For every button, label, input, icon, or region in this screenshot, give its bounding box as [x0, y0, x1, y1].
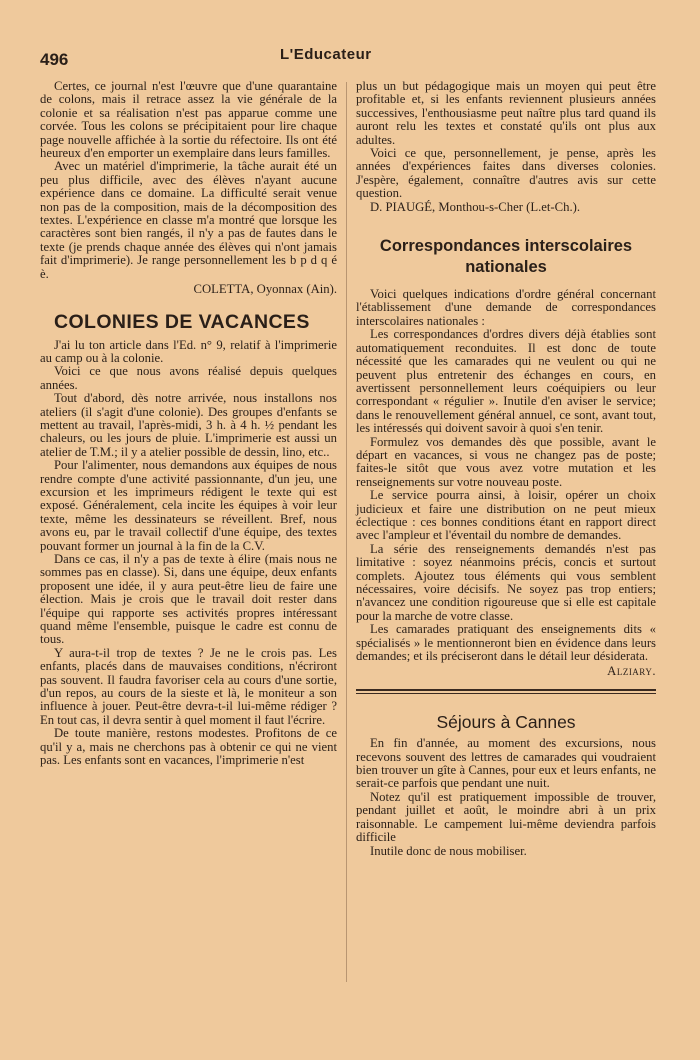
intro-signature: COLETTA, Oyonnax (Ain). [193, 282, 337, 297]
section-title-colonies: COLONIES DE VACANCES [54, 310, 310, 333]
column-divider [346, 82, 347, 982]
article-paragraph: Y aura-t-il trop de textes ? Je ne le crois pas. Les enfants, placés dans de mauvaises conditions, n'écriront pas souvent. Il faudra favoriser cela au cours d'une sortie, d'un repos, au cours de la sieste et là, le moniteur a son influence à jouer. Peut-être devra-t-il lui-même rédiger ? En tout cas, il devra sentir à quel moment il faut l'écrire. [40, 645, 337, 727]
journal-title: L'Educateur [280, 46, 372, 63]
section-rule [356, 689, 656, 694]
correspondance-paragraph: Les camarades pratiquant des enseignements dits « spécialisés » le mentionneront bien en évidence dans leurs demandes; et ils préciseront dans le détail leur désiderata. [356, 622, 656, 664]
intro-paragraph: Certes, ce journal n'est l'œuvre que d'une quarantaine de colons, mais il retrace assez la vie générale de la colonie et sa réalisation n'est pas apparue comme une corvée. Tous les colons se précipitaient pour lire chaque page nouvelle affichée à la sortie du réfectoire. Ils ont été heureux d'en emporter un exemplaire dans leurs familles. [40, 79, 337, 161]
closing-paragraph: Voici ce que, personnellement, je pense, après les années d'expériences faites dans diverses colonies. J'espère, également, connaître d'autres avis sur cette question. [356, 146, 656, 201]
article-paragraph: Dans ce cas, il n'y a pas de texte à élire (mais nous ne sommes pas en classe). Si, dans une équipe, deux enfants proposent une idée, il y aura peut-être lieu de faire une élection. Mais je crois que le travail doit rester dans l'équipe qui rapporte ses activités propres intéressant quand même l'ensemble, puisque le cadre est connu de tous. [40, 552, 337, 647]
continuation-paragraph: plus un but pédagogique mais un moyen qui peut être profitable et, si les enfants reviennent plusieurs années successives, l'enthousiasme peut naître plus tard quand ils auront relu les textes et constaté qu'ils ont plus aux adultes. [356, 79, 656, 147]
article-signature: D. PIAUGÉ, Monthou-s-Cher (L.et-Ch.). [370, 199, 581, 214]
correspondance-signature: Alziary. [607, 664, 656, 679]
cannes-paragraph: En fin d'année, au moment des excursions, nous recevons souvent des lettres de camarades qui voudraient bien trouver un gîte à Cannes, pour eux et leurs enfants, ne serait-ce parfois que pendant une nuit. [356, 736, 656, 791]
cannes-paragraph: Notez qu'il est pratiquement impossible de trouver, pendant juillet et août, le moindre abri à un prix raisonnable. Le campement lui-même deviendra parfois difficile [356, 789, 656, 845]
right-column [356, 80, 656, 858]
section-title-correspondances: Correspondances interscolaires nationales [379, 237, 633, 277]
article-paragraph: De toute manière, restons modestes. Profitons de ce qu'il y a, mais ne cherchons pas à obtenir ce qui ne vient pas. Les enfants sont en vacances, l'imprimerie n'est [40, 726, 337, 768]
cannes-paragraph: Inutile donc de nous mobiliser. [370, 843, 527, 858]
correspondance-paragraph: Formulez vos demandes dès que possible, avant le départ en vacances, si vous ne changez pas de poste; faites-le sitôt que vous avez votre mutation et les renseignements sur votre nouveau poste. [356, 434, 656, 489]
article-paragraph: Pour l'alimenter, nous demandons aux équipes de nous rendre compte d'une activité passionnante, d'un jeu, une excursion et les imprimeurs rédigent le texte qui est exposé. Généralement, cela incite les équipes à voir leur texte, même les dessinateurs se réveillent. Bref, nous avons eu, par le travail collectif d'une équipe, des textes pouvant former un journal à la fin de la C.V. [40, 458, 337, 553]
correspondance-paragraph: Voici quelques indications d'ordre général concernant l'établissement d'une demande de correspondances interscolaires nationales : [356, 287, 656, 328]
article-paragraph: Tout d'abord, dès notre arrivée, nous installons nos ateliers (il s'agit d'une colonie). Des groupes d'enfants se mettent au travail, l'après-midi, 3 h. à 4 h. ½ pendant les chaleurs, ou les jours de pluie. L'imprimerie est aussi un atelier de T.M.; il y a atelier possible de dessin, lino, etc.. [40, 391, 337, 459]
page-number: 496 [40, 50, 69, 69]
left-column [40, 80, 337, 768]
page-header [0, 0, 700, 80]
correspondance-paragraph: Les correspondances d'ordres divers déjà établies sont automatiquement reconduites. Il est donc de toute nécessité que les camarades qui ne veulent ou qui ne peuvent plus entretenir des échanges en cours, en avertissent personnellement leurs coéquipiers ou leur correspondant « régulier ». Inutile d'en aviser le service; dans le renouvellement général annuel, ce sont, avant tout, les intéressés qui doivent savoir à quoi s'en tenir. [356, 327, 656, 436]
article-paragraph: J'ai lu ton article dans l'Ed. n° 9, relatif à l'imprimerie au camp ou à la colonie. [40, 337, 337, 365]
section-title-cannes: Séjours à Cannes [436, 711, 576, 732]
correspondance-paragraph: Le service pourra ainsi, à loisir, opérer un choix judicieux et faire une distribution on ne peut mieux éclectique : ces bonnes conditions étant en rapport direct avec l'ampleur et l'éventail du nombre de demandes. [356, 488, 656, 543]
correspondance-paragraph: La série des renseignements demandés n'est pas limitative : soyez néanmoins précis, concis et surtout complets. Ajoutez tous éléments qui vous semblent nécessaires, voire décisifs. Ne soyez pas trop entiers; n'avancez une condition rigoureuse que si elle est capitale pour la marche de votre classe. [356, 541, 656, 623]
article-paragraph: Voici ce que nous avons réalisé depuis quelques années. [40, 364, 337, 392]
intro-paragraph: Avec un matériel d'imprimerie, la tâche aurait été un peu plus difficile, avec des élèves n'ayant aucune expérience dans ce domaine. La difficulté serait venue non pas de la composition, mais de la décomposition des textes. L'expérience en classe m'a montré que lorsque les caractères sont bien rangés, il n'y a pas de fautes dans le texte (je prends chaque année des élèves qui n'ont jamais fait d'imprimerie). Je range personnellement les b p d q é è. [40, 159, 337, 281]
